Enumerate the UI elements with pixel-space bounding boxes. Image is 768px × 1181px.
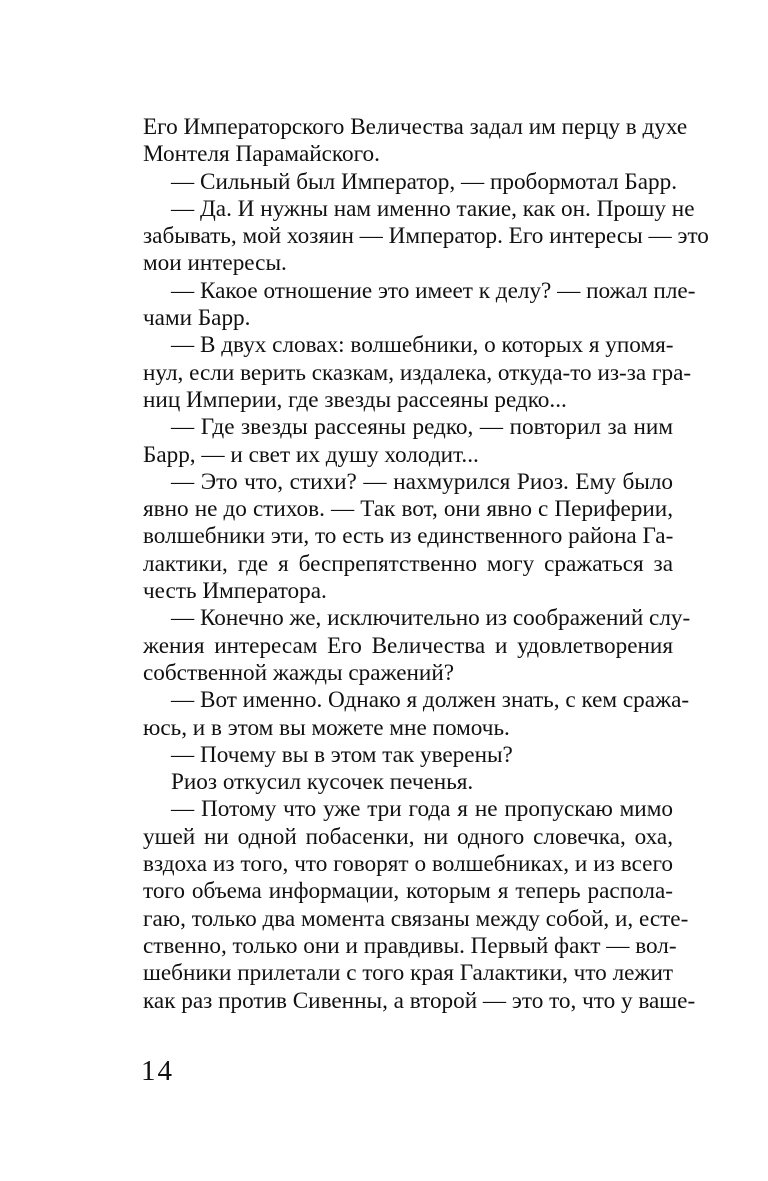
text-line: забывать, мой хозяин — Император. Его интересы — это bbox=[143, 223, 709, 250]
text-line: Его Императорского Величества задал им перцу в духе bbox=[143, 114, 688, 140]
text-line: нул, если верить сказкам, издалека, откуда-то из-за гра- bbox=[143, 359, 692, 386]
text-line: мои интересы. bbox=[143, 250, 287, 277]
text-line: шебники прилетали с того края Галактики, что лежит bbox=[143, 960, 673, 987]
text-line: явно не до стихов. — Так вот, они явно с Периферии, bbox=[143, 496, 673, 523]
text-line: жения интересам Его Величества и удовлетворения bbox=[143, 632, 673, 659]
text-line: — Вот именно. Однако я должен знать, с кем сража- bbox=[171, 687, 690, 714]
text-line: ниц Империи, где звезды рассеяны редко... bbox=[143, 386, 567, 413]
text-line: волшебники эти, то есть из единственного района Га- bbox=[143, 523, 674, 550]
text-line: как раз против Сивенны, а второй — это то, что у ваше- bbox=[143, 987, 696, 1014]
text-line: юсь, и в этом вы можете мне помочь. bbox=[143, 714, 510, 741]
text-line: ственно, только они и правдивы. Первый факт — вол- bbox=[143, 932, 677, 959]
text-line: — Где звезды рассеяны редко, — повторил за ним bbox=[171, 414, 673, 441]
text-line: лактики, где я беспрепятственно могу сражаться за bbox=[143, 550, 673, 577]
text-line: — В двух словах: волшебники, о которых я упомя- bbox=[171, 332, 674, 359]
text-line: Барр, — и свет их душу холодит... bbox=[143, 441, 479, 468]
body-text bbox=[143, 114, 709, 1015]
text-line: — Это что, стихи? — нахмурился Риоз. Ему было bbox=[171, 468, 673, 495]
text-line: честь Императора. bbox=[143, 578, 327, 605]
text-line: Риоз откусил кусочек печенья. bbox=[171, 769, 474, 796]
text-line: чами Барр. bbox=[143, 305, 251, 332]
text-line: ушей ни одной побасенки, ни одного словечка, оха, bbox=[143, 823, 673, 850]
text-line: гаю, только два момента связаны между собой, и, есте- bbox=[143, 905, 689, 932]
text-line: — Да. И нужны нам именно такие, как он. Прошу не bbox=[171, 195, 695, 222]
text-line: — Почему вы в этом так уверены? bbox=[171, 741, 513, 768]
page-number: 14 bbox=[141, 1055, 174, 1087]
text-line: вздоха из того, что говорят о волшебниках, и из всего bbox=[143, 851, 673, 878]
text-line: — Конечно же, исключительно из соображений слу- bbox=[171, 605, 691, 632]
text-line: — Сильный был Император, — пробормотал Барр. bbox=[171, 168, 678, 195]
text-line: — Потому что уже три года я не пропускаю мимо bbox=[171, 796, 673, 823]
text-line: собственной жажды сражений? bbox=[143, 659, 455, 686]
text-line: — Какое отношение это имеет к делу? — пожал пле- bbox=[171, 277, 696, 304]
text-line: Монтеля Парамайского. bbox=[143, 141, 380, 168]
text-line: того объема информации, которым я теперь распола- bbox=[143, 878, 673, 905]
